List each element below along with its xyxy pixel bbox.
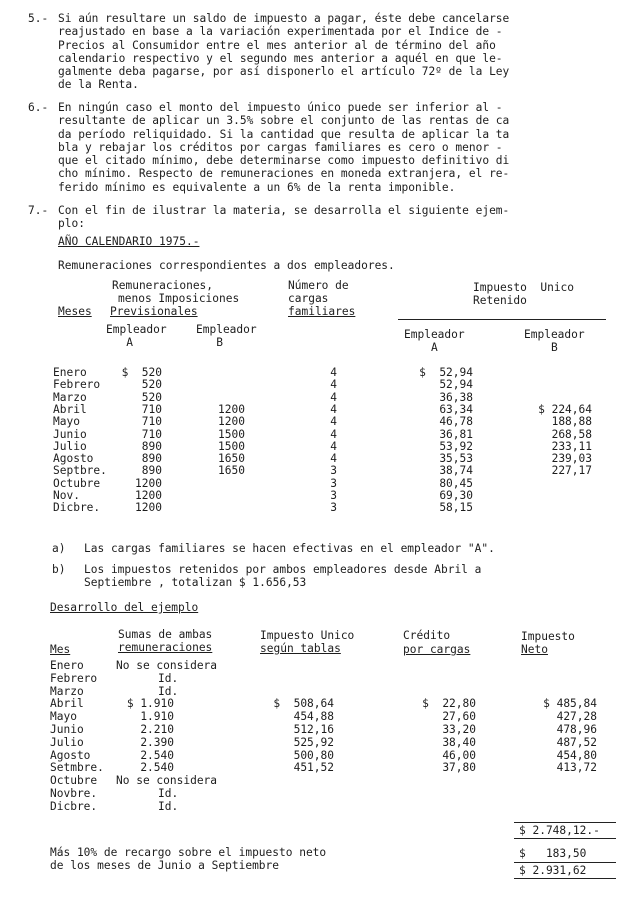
header-empleador-b: Empleador B (196, 323, 257, 350)
cell-cargas: 4 (330, 452, 337, 466)
cell-neto: $ 485,84 (543, 697, 597, 711)
cell-cargas: 3 (330, 501, 337, 515)
cell-cargas: 4 (330, 402, 337, 416)
cell-emp-a: 520 (141, 390, 162, 404)
cell-mes: Junio (50, 723, 84, 736)
cell-emp-b: 1500 (218, 439, 245, 453)
header-sumas-1: Sumas de ambas (118, 628, 213, 641)
cell-emp-b: 1500 (218, 427, 245, 441)
cell-suma: Id. (158, 799, 179, 813)
cell-ret-b: 188,88 (551, 415, 592, 429)
header-cargas-3: familiares (288, 305, 356, 318)
paragraph-number: 5.- (28, 12, 49, 25)
header-empleador-a: Empleador A (106, 323, 167, 350)
cell-suma: Id. (158, 787, 179, 800)
cell-credito: 46,00 (442, 748, 476, 762)
cell-impuesto: 454,88 (293, 710, 334, 724)
cell-cargas: 3 (330, 489, 337, 502)
cell-mes: Octubre (53, 476, 101, 490)
header-remun-1: Remuneraciones, (112, 279, 214, 292)
cell-neto: 454,80 (556, 748, 597, 762)
cell-emp-a: $ 520 (121, 366, 162, 379)
cell-mes: Mayo (50, 710, 77, 724)
cell-credito: 27,60 (442, 710, 476, 724)
grand-total-rule (514, 862, 616, 863)
header-cred-1: Crédito (403, 629, 451, 642)
cell-cargas: 3 (330, 476, 337, 490)
cell-mes: Abril (50, 697, 84, 711)
cell-mes: Setmbre. (50, 761, 104, 775)
note-a-label: a) (52, 542, 66, 555)
note-b-label: b) (52, 563, 66, 576)
header-imp-2: según tablas (260, 642, 341, 655)
year-title: AÑO CALENDARIO 1975.- (58, 235, 200, 248)
cell-emp-b: 1650 (218, 464, 245, 478)
header-neto-1: Impuesto (521, 630, 575, 643)
cell-emp-b: 1200 (218, 415, 245, 429)
cell-cargas: 4 (330, 378, 337, 392)
cell-credito: 38,40 (442, 735, 476, 749)
cell-suma: $ 1.910 (126, 697, 174, 711)
cell-mes: Abril (53, 402, 87, 416)
cell-impuesto: 512,16 (293, 723, 334, 736)
header-retenido: Retenido (473, 294, 527, 307)
cell-mes: Febrero (53, 378, 101, 392)
cell-neto: 427,28 (556, 710, 597, 724)
total-value: $ 2.748,12.- (519, 824, 600, 837)
header-mes: Mes (50, 643, 71, 656)
section1-title: Remuneraciones correspondientes a dos empleadores. (58, 259, 395, 272)
cell-mes: Dicbre. (53, 501, 101, 515)
cell-mes: Agosto (53, 452, 94, 466)
cell-neto: 487,52 (556, 735, 597, 749)
cell-emp-a: 710 (141, 427, 162, 441)
header-rule (398, 319, 606, 320)
cell-mes: Agosto (50, 748, 91, 762)
paragraph-text: Con el fin de ilustrar la materia, se desarrolla el siguiente ejem- plo: (58, 204, 510, 231)
cell-cargas: 4 (330, 390, 337, 404)
recargo-value: $ 183,50 (519, 847, 587, 860)
cell-ret-a: 36,38 (439, 390, 473, 404)
note-b-text: Los impuestos retenidos por ambos empleadores desde Abril a Septiembre , totalizan $ 1.656,53 (84, 563, 482, 590)
cell-mes: Enero (53, 366, 87, 379)
recargo-text: Más 10% de recargo sobre el impuesto neto de los meses de Junio a Septiembre (50, 846, 327, 873)
paragraph-number: 7.- (28, 204, 49, 217)
cell-ret-a: 58,15 (439, 501, 473, 515)
note-a-text: Las cargas familiares se hacen efectivas en el empleador "A". (84, 542, 495, 555)
cell-ret-a: 80,45 (439, 476, 473, 490)
cell-emp-b: 1200 (218, 402, 245, 416)
cell-suma: Id. (158, 684, 179, 698)
cell-mes: Junio (53, 427, 87, 441)
header-cred-2: por cargas (403, 643, 471, 656)
cell-mes: Novbre. (50, 787, 98, 800)
cell-ret-a: 53,92 (439, 439, 473, 453)
cell-suma: No se considera (116, 659, 218, 672)
total-rule (514, 822, 616, 823)
cell-neto: 413,72 (556, 761, 597, 775)
cell-emp-a: 890 (141, 439, 162, 453)
header-cargas-1: Número de (288, 279, 349, 292)
cell-emp-a: 890 (141, 452, 162, 466)
cell-credito: $ 22,80 (422, 697, 476, 711)
cell-suma: 2.540 (140, 748, 174, 762)
cell-mes: Septbre. (53, 464, 107, 478)
cell-emp-a: 890 (141, 464, 162, 478)
paragraph-text: Si aún resultare un saldo de impuesto a pagar, éste debe cancelarse reajustado en base a la variación experimentada por el Indice de - Precios al Consumidor entre el mes anterior al de término del año calendario respectivo y el segundo mes anterior a aquél en que le- galmente deba pagarse, por así disponerlo el artículo 72º de la Ley de la Renta. (58, 12, 510, 92)
cell-ret-a: 36,81 (439, 427, 473, 441)
paragraph-number: 6.- (28, 101, 49, 114)
header-neto-2: Neto (521, 643, 548, 656)
cell-mes: Julio (53, 439, 87, 453)
cell-ret-a: 38,74 (439, 464, 473, 478)
cell-neto: 478,96 (556, 723, 597, 736)
header-remun-3: Previsionales (110, 305, 198, 318)
total-rule-2 (514, 838, 616, 839)
cell-suma: Id. (158, 671, 179, 685)
paragraph-text: En ningún caso el monto del impuesto único puede ser inferior al - resultante de aplicar un 3.5% sobre el conjunto de las rentas de ca da período reliquidado. Si la cantidad que resulta de aplicar la ta bla y rebajar los créditos por cargas familiares es cero o menor - que el citado mínimo, debe determinarse como impuesto definitivo di cho mínimo. Respecto de remuneraciones en moneda extranjera, el re- ferido mínimo es equivalente a un 6% de la renta imponible. (58, 101, 510, 194)
grand-total-value: $ 2.931,62 (519, 864, 587, 877)
cell-ret-a: 63,34 (439, 402, 473, 416)
header-remun-2: menos Imposiciones (118, 292, 240, 305)
cell-credito: 37,80 (442, 761, 476, 775)
cell-suma: 2.540 (140, 761, 174, 775)
cell-impuesto: 500,80 (293, 748, 334, 762)
cell-impuesto: 451,52 (293, 761, 334, 775)
cell-ret-a: 46,78 (439, 415, 473, 429)
cell-emp-a: 710 (141, 415, 162, 429)
cell-ret-b: 239,03 (551, 452, 592, 466)
cell-mes: Octubre (50, 774, 98, 788)
cell-ret-b: 268,58 (551, 427, 592, 441)
cell-ret-b: 227,17 (551, 464, 592, 478)
cell-ret-b: 233,11 (551, 439, 592, 453)
cell-ret-b: $ 224,64 (538, 402, 592, 416)
grand-total-rule-2 (514, 878, 616, 879)
cell-emp-b: 1650 (218, 452, 245, 466)
section2-title: Desarrollo del ejemplo (50, 601, 199, 614)
cell-mes: Marzo (53, 390, 87, 404)
cell-mes: Nov. (53, 489, 80, 502)
header-retenido-b: Empleador B (524, 328, 585, 355)
cell-suma: 1.910 (140, 710, 174, 724)
header-sumas-2: remuneraciones (118, 641, 213, 654)
header-imp-1: Impuesto Unico (260, 629, 355, 642)
cell-impuesto: 525,92 (293, 735, 334, 749)
cell-ret-a: 35,53 (439, 452, 473, 466)
header-meses: Meses (58, 305, 92, 318)
cell-mes: Mayo (53, 415, 80, 429)
header-retenido-a: Empleador A (404, 328, 465, 355)
cell-suma: 2.390 (140, 735, 174, 749)
header-cargas-2: cargas (288, 292, 329, 305)
cell-emp-a: 1200 (135, 489, 162, 502)
cell-emp-a: 710 (141, 402, 162, 416)
cell-cargas: 4 (330, 415, 337, 429)
cell-credito: 33,20 (442, 723, 476, 736)
cell-emp-a: 1200 (135, 501, 162, 515)
cell-suma: No se considera (116, 774, 218, 788)
cell-mes: Julio (50, 735, 84, 749)
cell-suma: 2.210 (140, 723, 174, 736)
cell-emp-a: 1200 (135, 476, 162, 490)
cell-emp-a: 520 (141, 378, 162, 392)
cell-ret-a: 69,30 (439, 489, 473, 502)
cell-mes: Marzo (50, 684, 84, 698)
header-impuesto: Impuesto Unico (473, 281, 575, 294)
cell-cargas: 3 (330, 464, 337, 478)
cell-mes: Dicbre. (50, 799, 98, 813)
cell-mes: Febrero (50, 671, 98, 685)
cell-cargas: 4 (330, 366, 337, 379)
cell-impuesto: $ 508,64 (273, 697, 334, 711)
cell-ret-a: $ 52,94 (419, 366, 473, 379)
cell-cargas: 4 (330, 439, 337, 453)
cell-cargas: 4 (330, 427, 337, 441)
cell-mes: Enero (50, 659, 84, 672)
cell-ret-a: 52,94 (439, 378, 473, 392)
